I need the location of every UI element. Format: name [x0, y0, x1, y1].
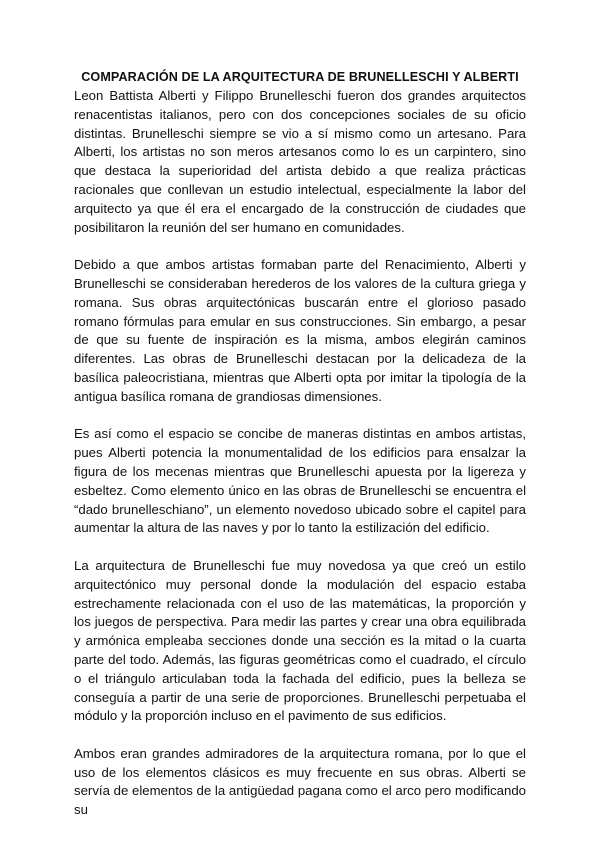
- paragraph-1: Leon Battista Alberti y Filippo Brunelleschi fueron dos grandes arquitectos renacentistas italianos, pero con dos concepciones sociales de su oficio distintas. Brunelleschi siempre se vio a sí mismo como un artesano. Para Alberti, los artistas no son meros artesanos como lo es un carpintero, sino que destaca la superioridad del artista debido a que realiza prácticas racionales que conllevan un estudio intelectual, especialmente la labor del arquitecto ya que él era el encargado de la construcción de ciudades que posibilitaron la reunión del ser humano en comunidades.: [74, 88, 526, 235]
- paragraph-5: Ambos eran grandes admiradores de la arquitectura romana, por lo que el uso de los elementos clásicos es muy frecuente en sus obras. Alberti se servía de elementos de la antigüedad pagana como el arco pero modificando su: [74, 745, 526, 818]
- document-page: [74, 67, 526, 839]
- paragraph-4: La arquitectura de Brunelleschi fue muy novedosa ya que creó un estilo arquitectónico muy personal donde la modulación del espacio estaba estrechamente relacionada con el uso de las matemáticas, la proporción y los juegos de perspectiva. Para medir las partes y crear una obra equilibrada y armónica empleaba secciones donde una sección es la mitad o la cuarta parte del todo. Además, las figuras geométricas como el cuadrado, el círculo o el triángulo articulaban toda la fachada del edificio, pues la belleza se conseguía a partir de una serie de proporciones. Brunelleschi perpetuaba el módulo y la proporción incluso en el pavimento de sus edificios.: [74, 557, 526, 724]
- document-title: COMPARACIÓN DE LA ARQUITECTURA DE BRUNELLESCHI Y ALBERTI: [81, 70, 519, 84]
- paragraph-3: Es así como el espacio se concibe de maneras distintas en ambos artistas, pues Alberti potencia la monumentalidad de los edificios para ensalzar la figura de los mecenas mientras que Brunelleschi apuesta por la ligereza y esbeltez. Como elemento único en las obras de Brunelleschi se encuentra el “dado brunelleschiano”, un elemento novedoso ubicado sobre el capitel para aumentar la altura de las naves y por lo tanto la estilización del edificio.: [74, 426, 526, 536]
- paragraph-2: Debido a que ambos artistas formaban parte del Renacimiento, Alberti y Brunelleschi se consideraban herederos de los valores de la cultura griega y romana. Sus obras arquitectónicas buscarán entre el glorioso pasado romano fórmulas para emular en sus construcciones. Sin embargo, a pesar de que su fuente de inspiración es la misma, ambos elegirán caminos diferentes. Las obras de Brunelleschi destacan por la delicadeza de la basílica paleocristiana, mientras que Alberti opta por imitar la tipología de la antigua basílica romana de grandiosas dimensiones.: [74, 257, 526, 404]
